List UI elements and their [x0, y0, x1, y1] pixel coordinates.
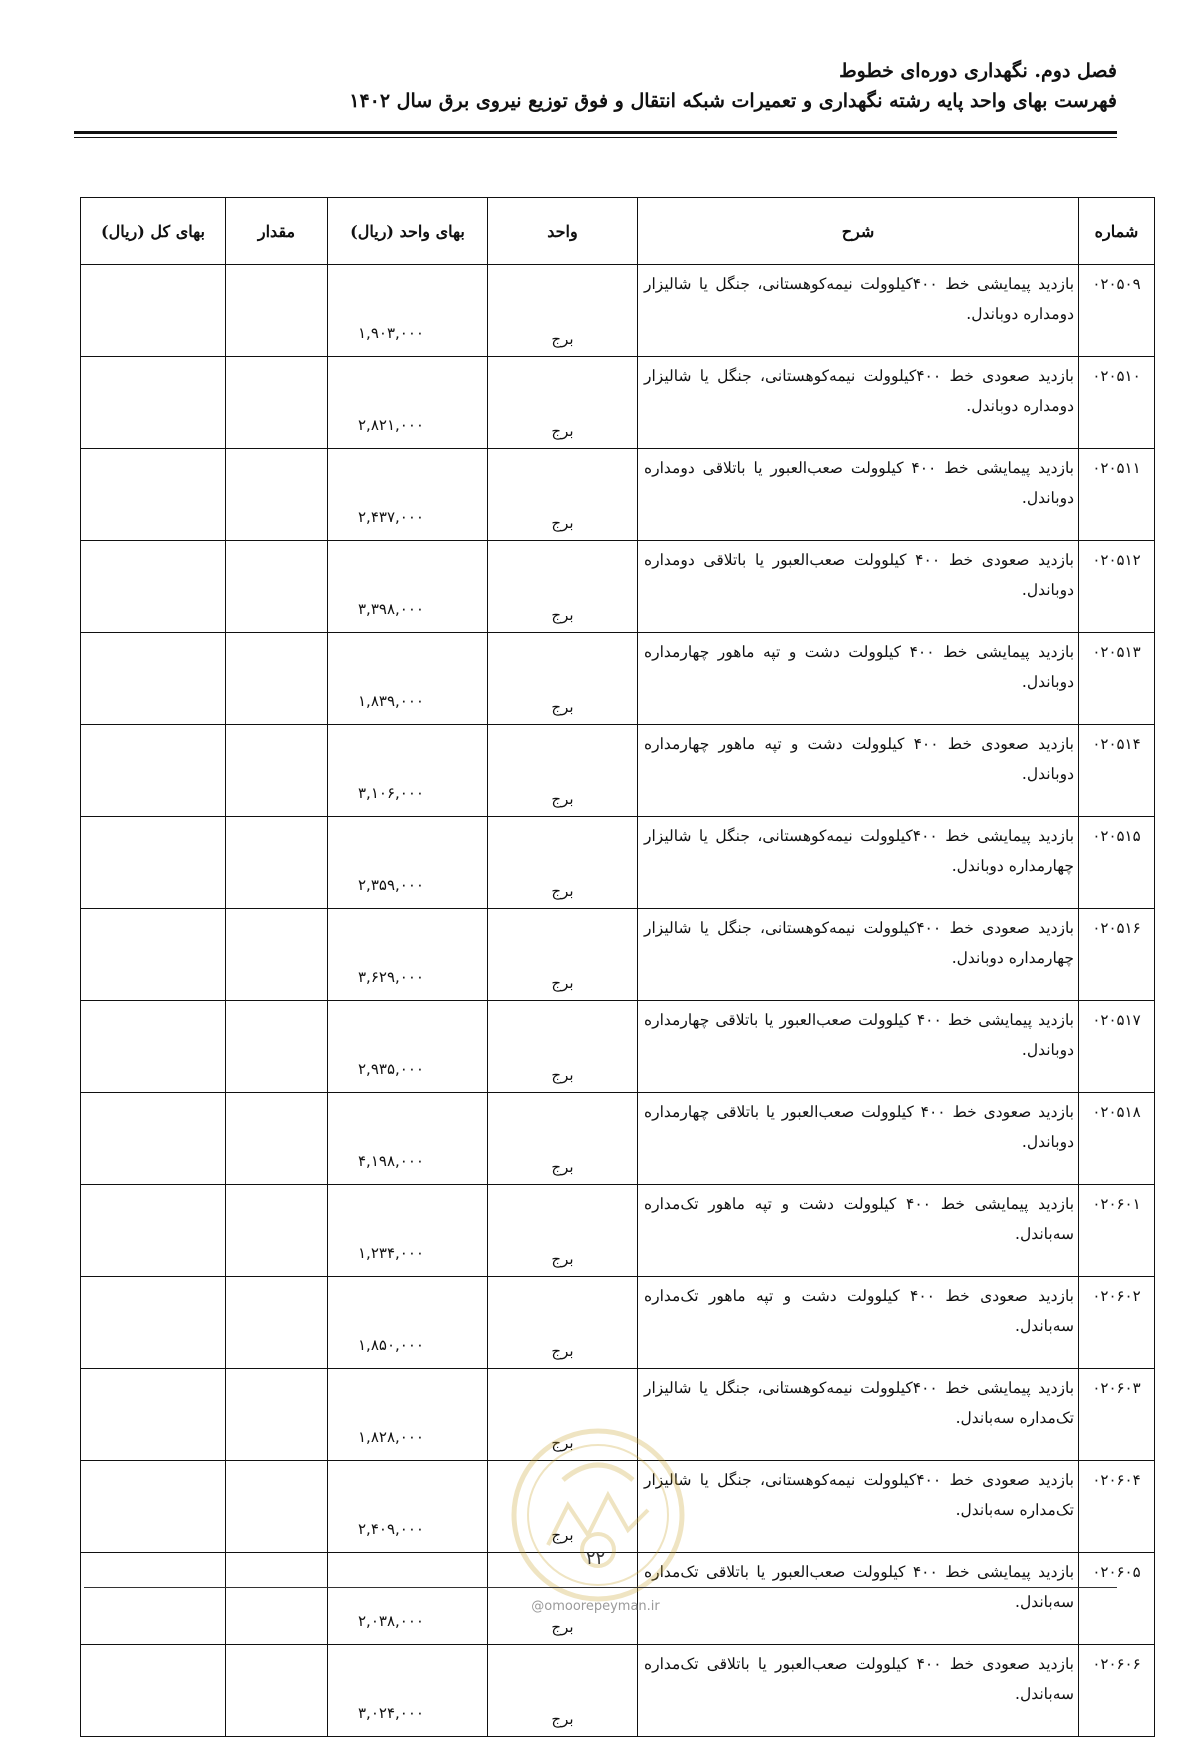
row-unit: برج: [488, 1553, 638, 1645]
row-code: ۰۲۰۵۰۹: [1079, 265, 1155, 357]
row-description: بازدید صعودی خط ۴۰۰کیلوولت نیمه‌کوهستانی، جنگل یا شالیزار تک‌مداره سه‌باندل.: [638, 1461, 1079, 1553]
row-unit-price: ۳,۱۰۶,۰۰۰: [328, 725, 488, 817]
row-qty: [226, 633, 328, 725]
header-unit: واحد: [488, 198, 638, 265]
table-row: [81, 1369, 1155, 1461]
table-header-row: [81, 198, 1155, 265]
row-unit: برج: [488, 1185, 638, 1277]
table-row: [81, 265, 1155, 357]
row-total: [81, 1185, 226, 1277]
row-unit: برج: [488, 1093, 638, 1185]
row-code: ۰۲۰۵۱۸: [1079, 1093, 1155, 1185]
row-unit: برج: [488, 265, 638, 357]
row-qty: [226, 357, 328, 449]
table-row: [81, 1093, 1155, 1185]
row-qty: [226, 265, 328, 357]
row-description: بازدید صعودی خط ۴۰۰ کیلوولت دشت و تپه ماهور تک‌مداره سه‌باندل.: [638, 1277, 1079, 1369]
footer-rule: [84, 1587, 1117, 1588]
row-code: ۰۲۰۵۱۵: [1079, 817, 1155, 909]
row-description: بازدید پیمایشی خط ۴۰۰کیلوولت نیمه‌کوهستانی، جنگل یا شالیزار تک‌مداره سه‌باندل.: [638, 1369, 1079, 1461]
table-row: [81, 633, 1155, 725]
row-total: [81, 1645, 226, 1737]
row-unit-price: ۲,۸۲۱,۰۰۰: [328, 357, 488, 449]
row-code: ۰۲۰۵۱۷: [1079, 1001, 1155, 1093]
row-unit: برج: [488, 1369, 638, 1461]
row-qty: [226, 1461, 328, 1553]
row-unit: برج: [488, 817, 638, 909]
row-code: ۰۲۰۵۱۱: [1079, 449, 1155, 541]
row-unit-price: ۳,۰۲۴,۰۰۰: [328, 1645, 488, 1737]
page-header: [74, 56, 1117, 116]
row-code: ۰۲۰۵۱۶: [1079, 909, 1155, 1001]
table-row: [81, 909, 1155, 1001]
row-code: ۰۲۰۵۱۰: [1079, 357, 1155, 449]
row-unit-price: ۳,۶۲۹,۰۰۰: [328, 909, 488, 1001]
header-total: بهای کل (ریال): [81, 198, 226, 265]
row-description: بازدید صعودی خط ۴۰۰ کیلوولت صعب‌العبور یا باتلاقی چهارمداره دوباندل.: [638, 1093, 1079, 1185]
row-code: ۰۲۰۶۰۲: [1079, 1277, 1155, 1369]
row-unit: برج: [488, 357, 638, 449]
row-qty: [226, 449, 328, 541]
table-row: [81, 1645, 1155, 1737]
row-unit: برج: [488, 725, 638, 817]
row-code: ۰۲۰۵۱۴: [1079, 725, 1155, 817]
header-rule-thick: [74, 131, 1117, 134]
row-code: ۰۲۰۶۰۳: [1079, 1369, 1155, 1461]
row-total: [81, 1461, 226, 1553]
table-row: [81, 449, 1155, 541]
row-code: ۰۲۰۶۰۵: [1079, 1553, 1155, 1645]
row-total: [81, 1369, 226, 1461]
row-code: ۰۲۰۵۱۳: [1079, 633, 1155, 725]
row-qty: [226, 1369, 328, 1461]
row-total: [81, 633, 226, 725]
row-qty: [226, 1277, 328, 1369]
row-unit-price: ۱,۸۳۹,۰۰۰: [328, 633, 488, 725]
header-unit-price: بهای واحد (ریال): [328, 198, 488, 265]
row-qty: [226, 725, 328, 817]
row-unit: برج: [488, 1001, 638, 1093]
row-total: [81, 817, 226, 909]
row-description: بازدید پیمایشی خط ۴۰۰ کیلوولت صعب‌العبور یا باتلاقی تک‌مداره سه‌باندل.: [638, 1553, 1079, 1645]
row-total: [81, 449, 226, 541]
row-unit-price: ۱,۸۲۸,۰۰۰: [328, 1369, 488, 1461]
row-unit-price: ۱,۸۵۰,۰۰۰: [328, 1277, 488, 1369]
row-description: بازدید پیمایشی خط ۴۰۰کیلوولت نیمه‌کوهستانی، جنگل یا شالیزار چهارمداره دوباندل.: [638, 817, 1079, 909]
row-qty: [226, 1185, 328, 1277]
row-description: بازدید صعودی خط ۴۰۰ کیلوولت صعب‌العبور یا باتلاقی دومداره دوباندل.: [638, 541, 1079, 633]
table-row: [81, 357, 1155, 449]
row-total: [81, 1093, 226, 1185]
table-row: [81, 1277, 1155, 1369]
table-row: [81, 1461, 1155, 1553]
row-unit-price: ۳,۳۹۸,۰۰۰: [328, 541, 488, 633]
row-unit-price: ۲,۰۳۸,۰۰۰: [328, 1553, 488, 1645]
row-qty: [226, 909, 328, 1001]
row-description: بازدید صعودی خط ۴۰۰کیلوولت نیمه‌کوهستانی، جنگل یا شالیزار دومداره دوباندل.: [638, 357, 1079, 449]
row-unit-price: ۲,۴۰۹,۰۰۰: [328, 1461, 488, 1553]
row-unit: برج: [488, 909, 638, 1001]
row-unit-price: ۲,۹۳۵,۰۰۰: [328, 1001, 488, 1093]
table-row: [81, 1001, 1155, 1093]
header-rule-thin: [74, 137, 1117, 138]
row-description: بازدید پیمایشی خط ۴۰۰ کیلوولت صعب‌العبور یا باتلاقی چهارمداره دوباندل.: [638, 1001, 1079, 1093]
row-unit-price: ۲,۳۵۹,۰۰۰: [328, 817, 488, 909]
row-total: [81, 541, 226, 633]
row-qty: [226, 1645, 328, 1737]
row-total: [81, 265, 226, 357]
table-row: [81, 1185, 1155, 1277]
row-unit-price: ۴,۱۹۸,۰۰۰: [328, 1093, 488, 1185]
row-description: بازدید پیمایشی خط ۴۰۰ کیلوولت صعب‌العبور یا باتلاقی دومداره دوباندل.: [638, 449, 1079, 541]
row-description: بازدید پیمایشی خط ۴۰۰ کیلوولت دشت و تپه ماهور چهارمداره دوباندل.: [638, 633, 1079, 725]
row-unit: برج: [488, 449, 638, 541]
row-code: ۰۲۰۶۰۴: [1079, 1461, 1155, 1553]
row-qty: [226, 541, 328, 633]
header-code: شماره: [1079, 198, 1155, 265]
header-qty: مقدار: [226, 198, 328, 265]
row-unit: برج: [488, 1461, 638, 1553]
chapter-title: فصل دوم. نگهداری دوره‌ای خطوط: [839, 60, 1117, 82]
row-description: بازدید صعودی خط ۴۰۰کیلوولت نیمه‌کوهستانی، جنگل یا شالیزار چهارمداره دوباندل.: [638, 909, 1079, 1001]
table-row: [81, 725, 1155, 817]
row-description: بازدید پیمایشی خط ۴۰۰ کیلوولت دشت و تپه ماهور تک‌مداره سه‌باندل.: [638, 1185, 1079, 1277]
table-row: [81, 541, 1155, 633]
row-unit: برج: [488, 633, 638, 725]
row-total: [81, 909, 226, 1001]
document-subtitle: فهرست بهای واحد پایه رشته نگهداری و تعمیرات شبکه انتقال و فوق توزیع نیروی برق سال ۱۴۰۲: [349, 90, 1117, 112]
row-description: بازدید صعودی خط ۴۰۰ کیلوولت دشت و تپه ماهور چهارمداره دوباندل.: [638, 725, 1079, 817]
row-description: بازدید پیمایشی خط ۴۰۰کیلوولت نیمه‌کوهستانی، جنگل یا شالیزار دومداره دوباندل.: [638, 265, 1079, 357]
row-unit-price: ۱,۲۳۴,۰۰۰: [328, 1185, 488, 1277]
price-table: [80, 197, 1155, 1737]
row-total: [81, 1277, 226, 1369]
row-qty: [226, 1001, 328, 1093]
row-code: ۰۲۰۵۱۲: [1079, 541, 1155, 633]
row-unit-price: ۱,۹۰۳,۰۰۰: [328, 265, 488, 357]
row-total: [81, 725, 226, 817]
row-description: بازدید صعودی خط ۴۰۰ کیلوولت صعب‌العبور یا باتلاقی تک‌مداره سه‌باندل.: [638, 1645, 1079, 1737]
footer-url: @omoorepeyman.ir: [531, 1599, 660, 1614]
row-total: [81, 1001, 226, 1093]
row-qty: [226, 817, 328, 909]
row-unit: برج: [488, 1277, 638, 1369]
header-desc: شرح: [638, 198, 1079, 265]
row-total: [81, 357, 226, 449]
page-number: ۲۲: [585, 1548, 606, 1569]
row-unit-price: ۲,۴۳۷,۰۰۰: [328, 449, 488, 541]
row-unit: برج: [488, 1645, 638, 1737]
table-row: [81, 817, 1155, 909]
row-qty: [226, 1093, 328, 1185]
row-code: ۰۲۰۶۰۱: [1079, 1185, 1155, 1277]
row-unit: برج: [488, 541, 638, 633]
row-code: ۰۲۰۶۰۶: [1079, 1645, 1155, 1737]
